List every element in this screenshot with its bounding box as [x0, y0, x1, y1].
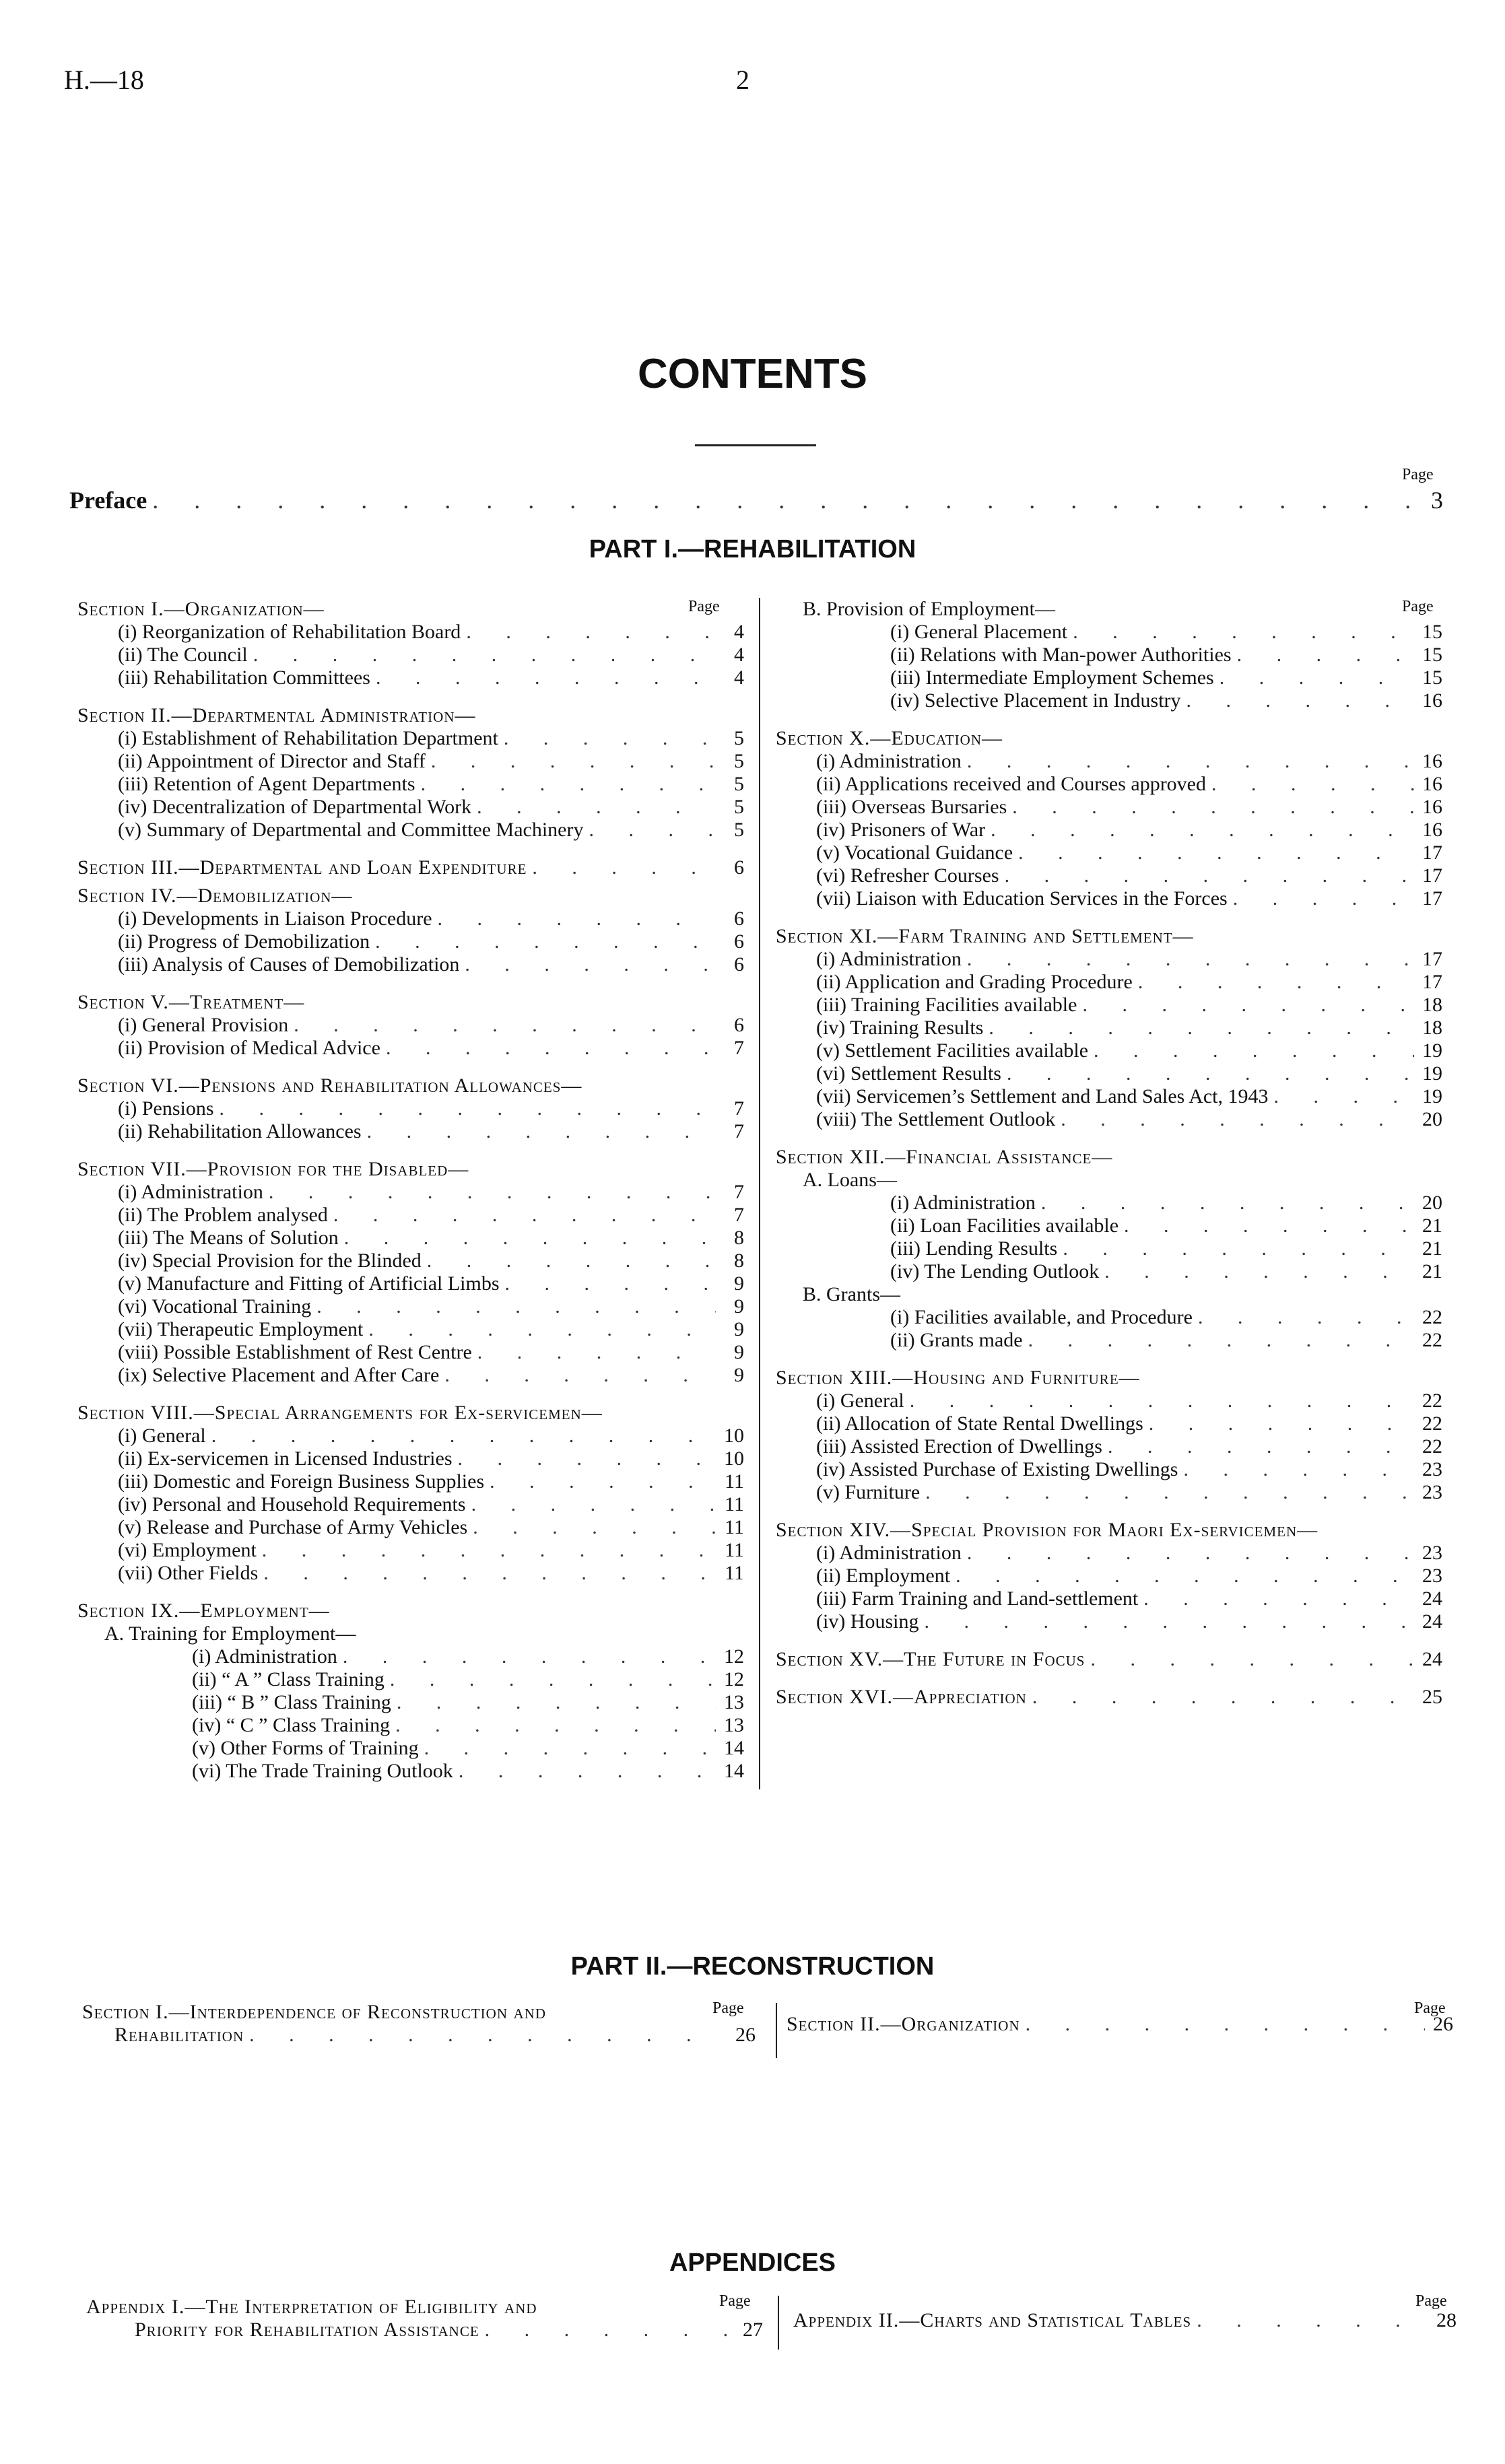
entry-title: (v) Settlement Facilities available [816, 1039, 1089, 1062]
entry-page: 19 [1422, 1039, 1442, 1062]
section-heading: Section I.—Organization— [77, 598, 325, 620]
entry-title: (i) General [816, 1390, 904, 1412]
entry-page: 16 [1422, 773, 1442, 795]
toc-section [77, 856, 744, 879]
entry-title: (iv) “ C ” Class Training [192, 1714, 391, 1736]
entry-page: 9 [734, 1341, 744, 1363]
entry-title: (viii) Possible Establishment of Rest Centre [118, 1341, 472, 1363]
section-heading-row [77, 856, 744, 879]
toc-section [776, 598, 1442, 712]
entry-title: (i) Administration [890, 1192, 1036, 1214]
toc-entry [776, 1610, 1442, 1633]
entry-page: 16 [1422, 689, 1442, 712]
entry-page: 5 [734, 796, 744, 818]
entry-page: 12 [724, 1668, 744, 1690]
document-code: H.—18 [64, 65, 144, 95]
entry-page: 5 [734, 819, 744, 841]
entry-page: 20 [1422, 1108, 1442, 1130]
entry-title: (iii) Farm Training and Land-settlement [816, 1587, 1139, 1610]
toc-entry [77, 621, 744, 644]
entry-page: 22 [1422, 1412, 1442, 1435]
toc-section [776, 1367, 1442, 1504]
toc-entry [776, 1214, 1442, 1237]
part2-left-line1: Section I.—Interdependence of Reconstruction and [82, 2001, 546, 2023]
toc-entry [77, 1470, 744, 1493]
toc-entry [776, 994, 1442, 1017]
entry-title: (ii) “ A ” Class Training [192, 1668, 384, 1690]
entry-title: (iii) Domestic and Foreign Business Supplies [118, 1470, 485, 1493]
toc-section [776, 1283, 1442, 1352]
toc-entry [776, 1458, 1442, 1481]
toc-entry [776, 1542, 1442, 1565]
page-number: 2 [736, 65, 749, 95]
entry-page: 15 [1422, 644, 1442, 666]
entry-title: (i) General Placement [890, 621, 1068, 643]
entry-title: (v) Vocational Guidance [816, 842, 1013, 864]
entry-title: (iii) Assisted Erection of Dwellings [816, 1435, 1102, 1458]
entry-title: (ii) Allocation of State Rental Dwellings [816, 1412, 1143, 1435]
entry-page: 19 [1422, 1085, 1442, 1107]
entry-page: 24 [1422, 1587, 1442, 1610]
toc-entry [776, 621, 1442, 644]
toc-entry [77, 666, 744, 689]
section-page: 6 [734, 856, 744, 879]
entry-page: 22 [1422, 1390, 1442, 1412]
toc-entry [776, 1192, 1442, 1214]
entry-page: 16 [1422, 796, 1442, 818]
entry-title: (i) Reorganization of Rehabilitation Board [118, 621, 461, 643]
toc-section [776, 1146, 1442, 1169]
toc-entry [77, 1714, 744, 1737]
toc-entry [776, 819, 1442, 842]
entry-title: (i) Administration [816, 948, 962, 970]
toc-section [77, 598, 744, 689]
preface-row [69, 486, 1443, 514]
section-heading: Section IV.—Demobilization— [77, 885, 353, 907]
entry-title: (ii) Rehabilitation Allowances [118, 1120, 362, 1142]
entry-page: 21 [1422, 1214, 1442, 1237]
title-rule [695, 444, 816, 446]
entry-title: (ii) Appointment of Director and Staff [118, 750, 426, 772]
subsection-heading: B. Grants— [803, 1283, 900, 1305]
entry-title: (iii) Rehabilitation Committees [118, 666, 370, 689]
toc-entry [77, 1227, 744, 1250]
entry-title: (iv) Assisted Purchase of Existing Dwellings [816, 1458, 1178, 1480]
entry-title: (ix) Selective Placement and After Care [118, 1364, 440, 1386]
toc-section [77, 1600, 744, 1622]
entry-title: (viii) The Settlement Outlook [816, 1108, 1056, 1130]
entry-title: (ii) Provision of Medical Advice [118, 1037, 380, 1059]
entry-page: 11 [725, 1539, 744, 1561]
toc-entry [77, 1341, 744, 1364]
part1-title: PART I.—REHABILITATION [589, 535, 916, 563]
toc-section [776, 1686, 1442, 1709]
toc-entry [77, 1014, 744, 1037]
section-heading: Section X.—Education— [776, 727, 1003, 749]
part2-right-page: 26 [1433, 2013, 1453, 2035]
entry-page: 13 [724, 1714, 744, 1736]
toc-section [776, 1169, 1442, 1283]
section-page: 25 [1422, 1686, 1442, 1708]
entry-title: (vi) Settlement Results [816, 1062, 1001, 1085]
part2-left-page-header: Page [712, 1999, 744, 2017]
entry-title: (iii) Intermediate Employment Schemes [890, 666, 1214, 689]
entry-page: 19 [1422, 1062, 1442, 1085]
toc-entry [77, 1691, 744, 1714]
appendix-ii-label: Appendix II.—Charts and Statistical Tables [793, 2309, 1192, 2331]
toc-entry [77, 1516, 744, 1539]
toc-section [776, 925, 1442, 1131]
part2-right-page-header: Page [1414, 1999, 1446, 2017]
toc-section [77, 991, 744, 1060]
section-heading: Section III.—Departmental and Loan Expenditure [77, 856, 527, 879]
toc-entry [776, 1260, 1442, 1283]
part2-right-entry [787, 2013, 1453, 2036]
toc-entry [776, 1565, 1442, 1587]
entry-page: 16 [1422, 750, 1442, 772]
section-heading: Section XIII.—Housing and Furniture— [776, 1367, 1140, 1389]
entry-page: 6 [734, 1014, 744, 1036]
section-heading: Section XI.—Farm Training and Settlement— [776, 925, 1194, 947]
entry-title: (iii) Analysis of Causes of Demobilization [118, 953, 460, 976]
entry-page: 7 [734, 1120, 744, 1142]
entry-page: 17 [1422, 948, 1442, 970]
part2-title: PART II.—RECONSTRUCTION [570, 1952, 935, 1981]
part2-left-line2-row [82, 2024, 756, 2047]
entry-page: 7 [734, 1181, 744, 1203]
subsection-heading: A. Training for Employment— [104, 1622, 356, 1645]
entry-title: (ii) Grants made [890, 1329, 1023, 1351]
entry-title: (vii) Other Fields [118, 1562, 259, 1584]
entry-page: 10 [724, 1447, 744, 1470]
entry-title: (i) Administration [118, 1181, 263, 1203]
part2-left-entry [82, 2001, 756, 2047]
section-heading-row [776, 1686, 1442, 1709]
toc-entry [77, 1645, 744, 1668]
toc-entry [776, 750, 1442, 773]
toc-entry [77, 750, 744, 773]
entry-title: (iii) Lending Results [890, 1237, 1058, 1260]
subsection-heading: B. Provision of Employment— [803, 598, 1055, 620]
subsection-heading: A. Loans— [803, 1169, 897, 1191]
toc-entry [776, 971, 1442, 994]
toc-entry [776, 1390, 1442, 1412]
entry-title: (ii) The Council [118, 644, 248, 666]
toc-entry [77, 796, 744, 819]
entry-title: (iii) Overseas Bursaries [816, 796, 1007, 818]
toc-entry [776, 773, 1442, 796]
entry-page: 5 [734, 750, 744, 772]
entry-page: 18 [1422, 994, 1442, 1016]
entry-page: 10 [724, 1425, 744, 1447]
entry-title: (v) Manufacture and Fitting of Artificial Limbs [118, 1272, 500, 1295]
entry-title: (v) Summary of Departmental and Committee Machinery [118, 819, 584, 841]
entry-page: 9 [734, 1364, 744, 1386]
entry-title: (iv) Decentralization of Departmental Work [118, 796, 472, 818]
entry-page: 9 [734, 1295, 744, 1317]
toc-section [776, 1519, 1442, 1633]
part1-left-column [77, 598, 744, 1783]
part2-left-line2: Rehabilitation [114, 2024, 244, 2046]
section-heading: Section V.—Treatment— [77, 991, 305, 1013]
entry-title: (iv) Training Results [816, 1017, 984, 1039]
entry-page: 11 [725, 1562, 744, 1584]
toc-entry [776, 887, 1442, 910]
appendix-i-line2: Priority for Rehabilitation Assistance [135, 2319, 479, 2341]
entry-title: (i) General [118, 1425, 206, 1447]
entry-title: (ii) Progress of Demobilization [118, 930, 370, 953]
entry-title: (ii) The Problem analysed [118, 1204, 328, 1226]
entry-page: 11 [725, 1470, 744, 1493]
entry-title: (v) Furniture [816, 1481, 921, 1503]
entry-title: (vii) Therapeutic Employment [118, 1318, 364, 1340]
appendices-title: APPENDICES [669, 2249, 836, 2277]
toc-entry [77, 1760, 744, 1783]
toc-entry [776, 948, 1442, 971]
entry-page: 6 [734, 908, 744, 930]
entry-page: 23 [1422, 1565, 1442, 1587]
toc-entry [77, 1447, 744, 1470]
entry-page: 21 [1422, 1237, 1442, 1260]
entry-page: 22 [1422, 1306, 1442, 1328]
entry-page: 23 [1422, 1481, 1442, 1503]
part2-right-label: Section II.—Organization [787, 2013, 1020, 2035]
entry-title: (iv) Prisoners of War [816, 819, 986, 841]
entry-page: 15 [1422, 666, 1442, 689]
entry-page: 20 [1422, 1192, 1442, 1214]
part1-right-page-header: Page [1402, 598, 1434, 615]
part1-column-divider [759, 598, 760, 1789]
part1-left-page-header: Page [688, 598, 720, 615]
entry-page: 13 [724, 1691, 744, 1713]
toc-entry [77, 1272, 744, 1295]
toc-entry [77, 930, 744, 953]
appendix-ii-page: 28 [1436, 2309, 1457, 2331]
entry-title: (iv) Personal and Household Requirements [118, 1493, 466, 1515]
entry-page: 15 [1422, 621, 1442, 643]
toc-entry [77, 727, 744, 750]
toc-entry [77, 1425, 744, 1447]
entry-page: 7 [734, 1204, 744, 1226]
entry-page: 6 [734, 953, 744, 976]
section-heading: Section VII.—Provision for the Disabled— [77, 1158, 469, 1180]
entry-page: 11 [725, 1516, 744, 1538]
entry-page: 23 [1422, 1542, 1442, 1564]
section-heading: Section XV.—The Future in Focus [776, 1648, 1085, 1670]
entry-page: 4 [734, 666, 744, 689]
appendices-divider [778, 2296, 779, 2350]
toc-entry [776, 689, 1442, 712]
contents-title: CONTENTS [638, 351, 867, 397]
entry-title: (iv) Selective Placement in Industry [890, 689, 1181, 712]
entry-title: (vii) Liaison with Education Services in the Forces [816, 887, 1228, 910]
entry-title: (iii) The Means of Solution [118, 1227, 339, 1249]
appendix-i-line2-row [86, 2319, 763, 2341]
toc-entry [77, 1204, 744, 1227]
entry-page: 8 [734, 1250, 744, 1272]
toc-entry [77, 908, 744, 930]
entry-page: 17 [1422, 971, 1442, 993]
entry-title: (ii) Applications received and Courses approved [816, 773, 1206, 795]
entry-title: (vi) Employment [118, 1539, 257, 1561]
entry-title: (vi) The Trade Training Outlook [192, 1760, 453, 1782]
appendix-ii-entry [793, 2309, 1457, 2332]
entry-page: 18 [1422, 1017, 1442, 1039]
entry-title: (ii) Relations with Man-power Authorities [890, 644, 1232, 666]
toc-section [77, 885, 744, 976]
toc-section [776, 727, 1442, 910]
toc-entry [77, 1562, 744, 1585]
toc-entry [776, 1481, 1442, 1504]
entry-title: (ii) Employment [816, 1565, 951, 1587]
entry-title: (ii) Loan Facilities available [890, 1214, 1119, 1237]
entry-title: (iv) Special Provision for the Blinded [118, 1250, 422, 1272]
toc-entry [776, 842, 1442, 864]
section-heading-row [776, 1648, 1442, 1671]
appendices-left-page-header: Page [719, 2292, 751, 2310]
entry-title: (i) Administration [816, 1542, 962, 1564]
section-heading: Section XIV.—Special Provision for Maori Ex-servicemen— [776, 1519, 1318, 1541]
preface-label: Preface [69, 487, 147, 514]
entry-title: (v) Release and Purchase of Army Vehicles [118, 1516, 468, 1538]
entry-title: (iii) “ B ” Class Training [192, 1691, 391, 1713]
entry-title: (iii) Retention of Agent Departments [118, 773, 415, 795]
entry-page: 5 [734, 773, 744, 795]
toc-entry [77, 953, 744, 976]
entry-title: (i) Facilities available, and Procedure [890, 1306, 1193, 1328]
section-heading: Section XII.—Financial Assistance— [776, 1146, 1113, 1168]
entry-title: (iii) Training Facilities available [816, 994, 1077, 1016]
toc-entry [77, 1737, 744, 1760]
toc-entry [776, 666, 1442, 689]
toc-entry [776, 796, 1442, 819]
toc-entry [77, 1181, 744, 1204]
appendix-i-page: 27 [743, 2319, 763, 2341]
section-heading: Section XVI.—Appreciation [776, 1686, 1027, 1708]
entry-title: (i) Administration [816, 750, 962, 772]
toc-entry [776, 1085, 1442, 1108]
toc-entry [77, 1364, 744, 1387]
entry-title: (vi) Vocational Training [118, 1295, 312, 1317]
toc-entry [77, 819, 744, 842]
entry-page: 24 [1422, 1610, 1442, 1633]
toc-section [776, 1648, 1442, 1671]
entry-page: 8 [734, 1227, 744, 1249]
entry-title: (vii) Servicemen’s Settlement and Land Sales Act, 1943 [816, 1085, 1269, 1107]
part1-right-column [776, 598, 1442, 1709]
toc-section [77, 1622, 744, 1783]
preface-page: 3 [1431, 487, 1443, 514]
entry-page: 23 [1422, 1458, 1442, 1480]
toc-entry [776, 1412, 1442, 1435]
toc-entry [776, 644, 1442, 666]
section-page: 24 [1422, 1648, 1442, 1670]
toc-entry [776, 1587, 1442, 1610]
entry-title: (vi) Refresher Courses [816, 864, 999, 887]
appendices-right-page-header: Page [1415, 2292, 1447, 2310]
section-heading: Section VIII.—Special Arrangements for Ex-servicemen— [77, 1402, 603, 1424]
entry-page: 16 [1422, 819, 1442, 841]
toc-entry [776, 1017, 1442, 1039]
toc-section [77, 1158, 744, 1387]
toc-entry [77, 1120, 744, 1143]
toc-entry [77, 1295, 744, 1318]
toc-section [77, 1402, 744, 1585]
entry-title: (i) Establishment of Rehabilitation Department [118, 727, 498, 749]
entry-title: (i) Administration [192, 1645, 337, 1668]
entry-page: 17 [1422, 842, 1442, 864]
entry-page: 4 [734, 644, 744, 666]
toc-entry [776, 1062, 1442, 1085]
entry-page: 21 [1422, 1260, 1442, 1282]
section-heading: Section VI.—Pensions and Rehabilitation Allowances— [77, 1074, 582, 1097]
entry-page: 4 [734, 621, 744, 643]
entry-page: 22 [1422, 1329, 1442, 1351]
entry-page: 14 [724, 1760, 744, 1782]
entry-page: 6 [734, 930, 744, 953]
entry-page: 7 [734, 1037, 744, 1059]
entry-page: 7 [734, 1097, 744, 1120]
entry-title: (iv) Housing [816, 1610, 919, 1633]
toc-entry [77, 644, 744, 666]
appendix-i-entry [86, 2296, 763, 2341]
toc-entry [776, 1329, 1442, 1352]
entry-title: (i) Pensions [118, 1097, 214, 1120]
entry-title: (i) Developments in Liaison Procedure [118, 908, 432, 930]
entry-title: (ii) Ex-servicemen in Licensed Industries [118, 1447, 453, 1470]
toc-entry [776, 864, 1442, 887]
toc-section [77, 704, 744, 842]
entry-page: 17 [1422, 887, 1442, 910]
toc-section [77, 1074, 744, 1143]
toc-entry [776, 1039, 1442, 1062]
toc-entry [77, 1539, 744, 1562]
appendix-i-line1: Appendix I.—The Interpretation of Eligibility and [86, 2296, 537, 2318]
entry-page: 5 [734, 727, 744, 749]
toc-entry [77, 1493, 744, 1516]
toc-entry [77, 1318, 744, 1341]
toc-entry [776, 1108, 1442, 1131]
entry-page: 9 [734, 1318, 744, 1340]
toc-entry [776, 1237, 1442, 1260]
entry-page: 12 [724, 1645, 744, 1668]
toc-entry [77, 1250, 744, 1272]
toc-entry [776, 1306, 1442, 1329]
toc-entry [77, 1668, 744, 1691]
entry-title: (v) Other Forms of Training [192, 1737, 419, 1759]
entry-title: (i) General Provision [118, 1014, 289, 1036]
entry-page: 17 [1422, 864, 1442, 887]
toc-entry [77, 1097, 744, 1120]
toc-entry [77, 1037, 744, 1060]
entry-page: 9 [734, 1272, 744, 1295]
entry-page: 11 [725, 1493, 744, 1515]
part2-divider [776, 2003, 777, 2058]
entry-page: 14 [724, 1737, 744, 1759]
entry-page: 22 [1422, 1435, 1442, 1458]
toc-entry [77, 773, 744, 796]
part2-left-page: 26 [735, 2024, 756, 2046]
entry-title: (ii) Application and Grading Procedure [816, 971, 1133, 993]
section-heading: Section II.—Departmental Administration— [77, 704, 476, 726]
preface-page-header: Page [1402, 466, 1434, 483]
section-heading: Section IX.—Employment— [77, 1600, 330, 1622]
entry-title: (iv) The Lending Outlook [890, 1260, 1100, 1282]
toc-entry [776, 1435, 1442, 1458]
